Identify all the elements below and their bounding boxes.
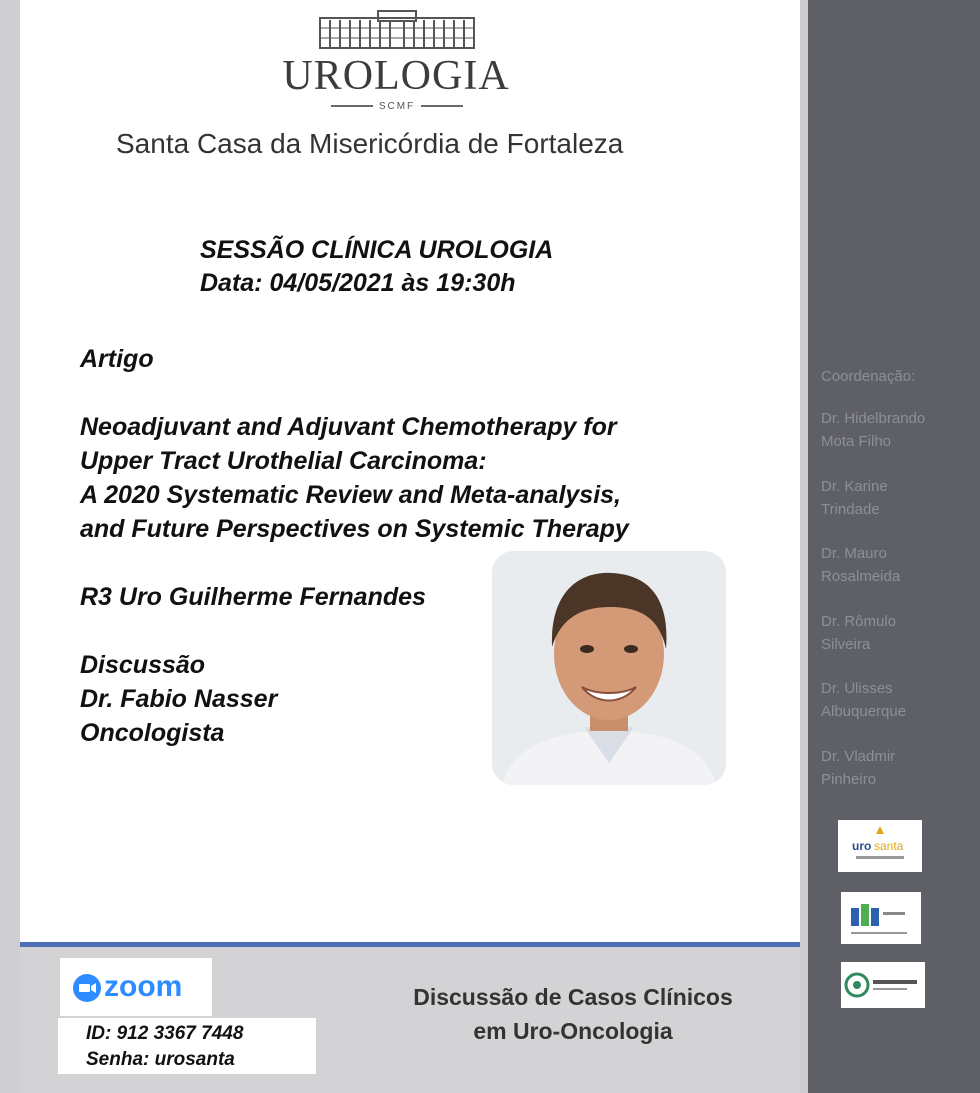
logo-wordmark: UROLOGIA xyxy=(282,53,510,99)
divider xyxy=(421,105,463,107)
article-title xyxy=(80,410,629,546)
credentials-text xyxy=(86,1021,243,1073)
coordinator-line: Dr. Mauro xyxy=(821,545,887,562)
session-date: Data: 04/05/2021 às 19:30h xyxy=(200,269,516,297)
coordinator-entry xyxy=(821,610,896,656)
discussion-block xyxy=(80,648,277,750)
logo-subtitle xyxy=(322,98,472,114)
coordinator-line: Pinheiro xyxy=(821,771,877,788)
article-title-line: and Future Perspectives on Systemic Therapy xyxy=(80,515,629,543)
coordinator-entry xyxy=(821,475,888,521)
session-info xyxy=(200,234,553,300)
article-title-line: Neoadjuvant and Adjuvant Chemotherapy for xyxy=(80,413,617,441)
coordinator-entry xyxy=(821,542,900,588)
footer-banner-line: Discussão de Casos Clínicos xyxy=(413,984,733,1010)
meeting-password: Senha: urosanta xyxy=(86,1049,235,1070)
coordinator-line: Dr. Hidelbrando xyxy=(821,410,926,427)
svg-text:santa: santa xyxy=(874,839,904,853)
discussant-role: Oncologista xyxy=(80,719,225,747)
zoom-logo xyxy=(60,958,212,1016)
article-title-line: A 2020 Systematic Review and Meta-analysis, xyxy=(80,481,622,509)
institution-name: Santa Casa da Misericórdia de Fortaleza xyxy=(116,128,624,159)
coordinator-entry xyxy=(821,745,895,791)
sbu-logo-icon xyxy=(841,892,921,944)
coordinator-line: Dr. Ulisses xyxy=(821,680,893,697)
coordinator-line: Dr. Karine xyxy=(821,478,888,495)
coordinator-entry xyxy=(821,407,925,453)
coordinator-line: Trindade xyxy=(821,501,880,518)
article-heading: Artigo xyxy=(80,345,154,373)
footer-banner-line: em Uro-Oncologia xyxy=(473,1018,673,1044)
footer-divider xyxy=(20,942,800,947)
left-border xyxy=(0,0,20,1093)
discussant-name: Dr. Fabio Nasser xyxy=(80,685,278,713)
svg-text:uro: uro xyxy=(852,839,872,853)
session-title: SESSÃO CLÍNICA UROLOGIA xyxy=(200,236,554,264)
zoom-camera-icon xyxy=(73,974,101,1002)
oncocentro-logo-icon xyxy=(841,962,925,1008)
coordinator-line: Dr. Vladmir xyxy=(821,748,896,765)
divider xyxy=(331,105,373,107)
coordinator-line: Silveira xyxy=(821,636,871,653)
coordinator-entry xyxy=(821,677,906,723)
coordinator-line: Albuquerque xyxy=(821,703,907,720)
coordinator-line: Mota Filho xyxy=(821,433,892,450)
logo-sub-text: SCMF xyxy=(378,100,416,112)
footer-banner xyxy=(388,980,758,1048)
meeting-credentials xyxy=(58,1018,316,1074)
coordinator-line: Dr. Rômulo xyxy=(821,613,897,630)
meeting-id: ID: 912 3367 7448 xyxy=(86,1023,244,1044)
urosanta-logo-icon xyxy=(838,820,922,872)
discussion-heading: Discussão xyxy=(80,651,206,679)
coordinator-line: Rosalmeida xyxy=(821,568,901,585)
presenter-name: R3 Uro Guilherme Fernandes xyxy=(80,583,426,611)
speaker-photo xyxy=(492,551,726,785)
speaker-portrait-icon xyxy=(492,551,726,785)
building-logo-icon xyxy=(318,10,476,50)
article-title-line: Upper Tract Urothelial Carcinoma: xyxy=(80,447,487,475)
coordination-label: Coordenação: xyxy=(821,368,916,385)
zoom-wordmark: zoom xyxy=(104,970,183,1003)
